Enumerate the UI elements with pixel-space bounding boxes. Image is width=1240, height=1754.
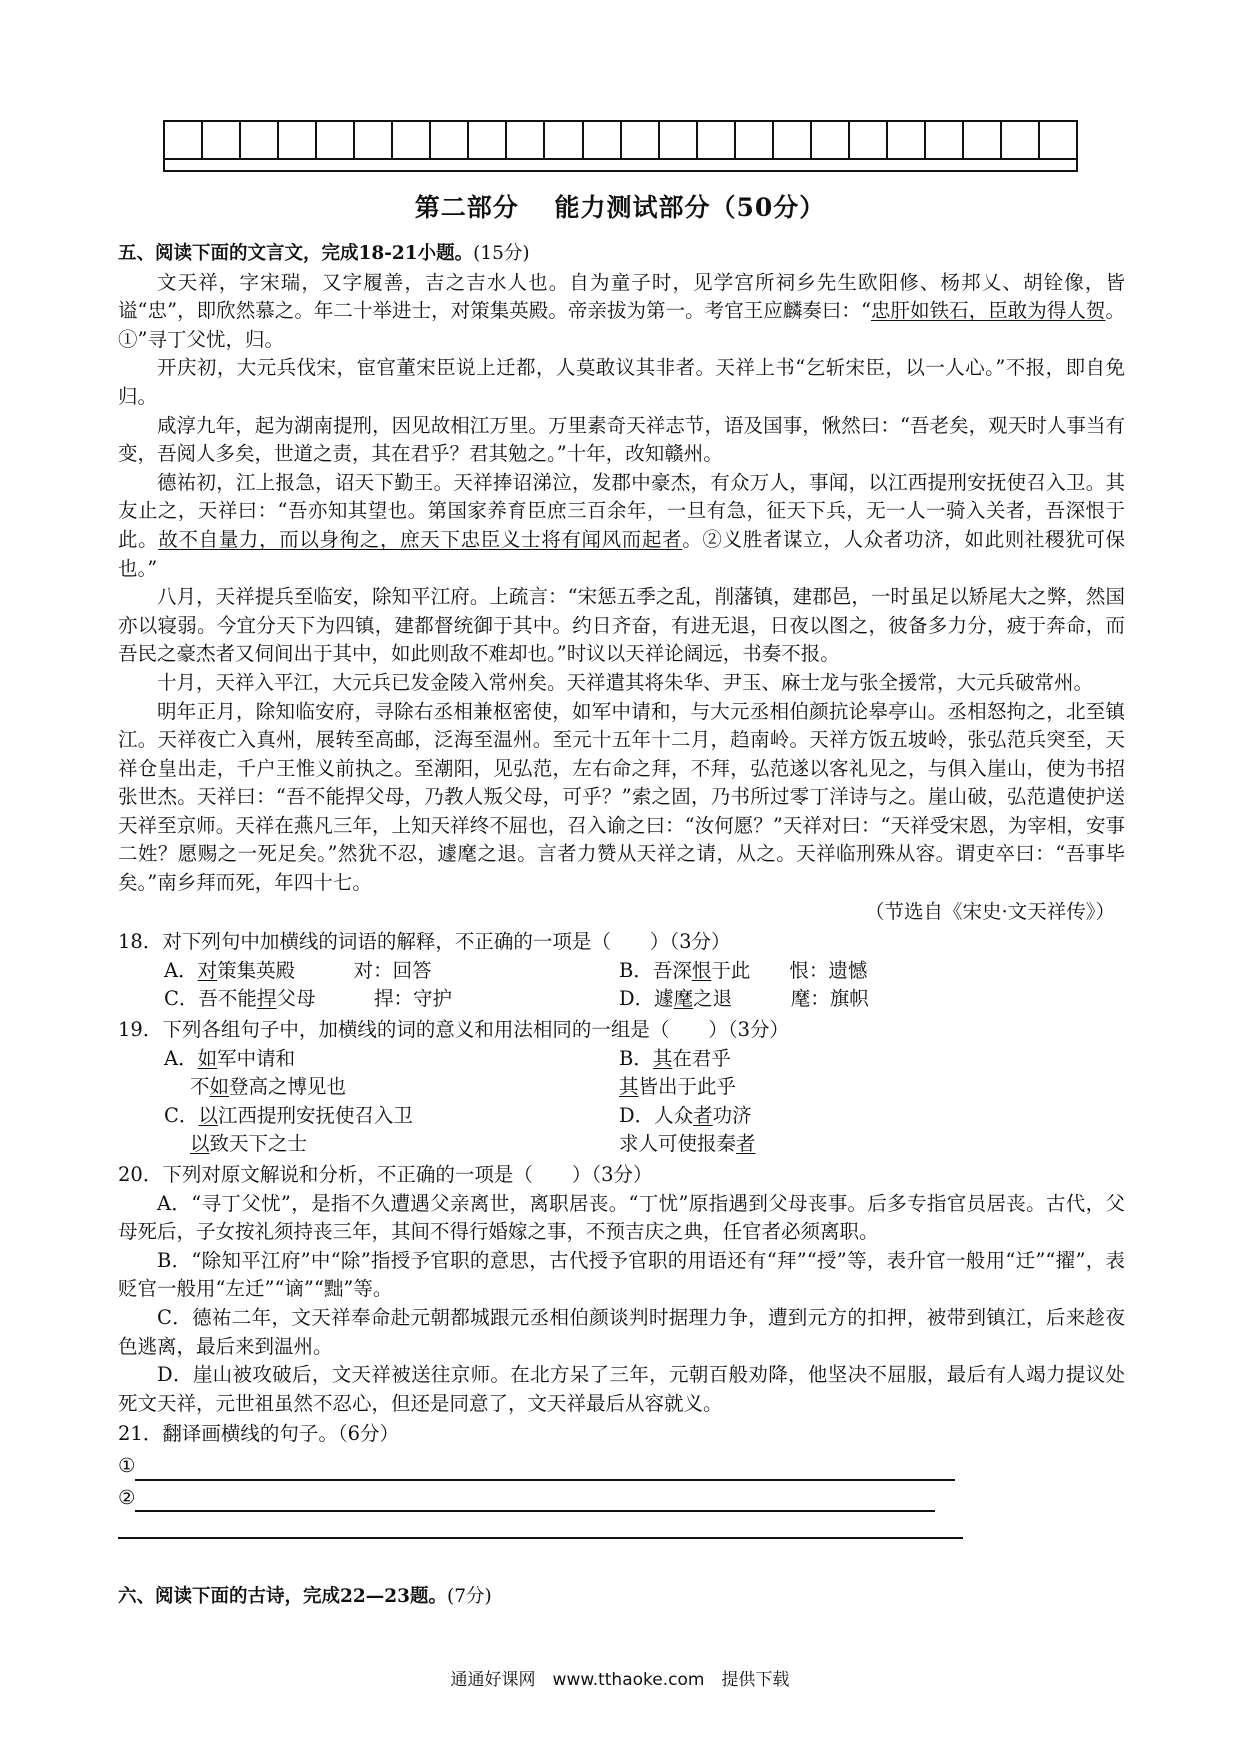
option-definition: 捍：守护 (373, 987, 452, 1011)
option-a[interactable] (164, 1045, 619, 1074)
option-text: 皆出于此乎 (638, 1075, 737, 1099)
question-18-options-row (118, 957, 1125, 986)
grid-cell[interactable] (584, 122, 622, 158)
answer-line-3[interactable] (118, 1515, 1125, 1539)
grid-cell[interactable] (660, 122, 698, 158)
grid-cell[interactable] (774, 122, 812, 158)
option-label: B．吾深 (619, 958, 692, 982)
passage-text: 文天祥，字宋瑞，又字履善，吉之吉水人也。自为童子时，见学宫所祠乡先生欧阳修、杨邦乂、胡铨像，皆谥“忠”，即欣然慕之。年二十举进士，对策集英殿。帝亲拔为第一。考官王应麟奏曰：“ (118, 270, 1125, 323)
option-text: 之退 (693, 987, 733, 1011)
grid-cell[interactable] (698, 122, 736, 158)
grid-cell[interactable] (317, 122, 355, 158)
answer-line-2[interactable] (118, 1484, 1125, 1513)
option-label: C．吾不能 (164, 987, 257, 1011)
underlined-word: 者 (693, 1103, 713, 1127)
grid-cell[interactable] (850, 122, 888, 158)
underlined-word: 其 (652, 1046, 673, 1070)
grid-cell[interactable] (393, 122, 431, 158)
underlined-word: 麾 (673, 987, 694, 1011)
answer-marker-2: ② (118, 1485, 136, 1509)
grid-cell[interactable] (1002, 122, 1040, 158)
grid-cell[interactable] (964, 122, 1002, 158)
option-b-line2 (619, 1073, 1074, 1102)
option-text: 求人可使报秦 (619, 1132, 737, 1156)
answer-line-1[interactable] (118, 1452, 1125, 1481)
passage-text: 德祐初，江上报急，诏天下勤王。天祥捧诏涕泣，发郡中豪杰，有众万人，事闻，以江西提刑安抚使召入卫。其友止之，天祥曰：“吾亦知其望也。第国家养育臣庶三百余年，一旦有急，征天下兵，无一人一骑入关者，吾深恨于此。 (118, 470, 1125, 551)
exam-content (118, 240, 1125, 1612)
answer-grid-cells (163, 120, 1078, 158)
passage-text: 。①”寻丁父忧，归。 (118, 299, 1125, 351)
question-19-options-row (118, 1073, 1125, 1102)
question-19-options-row (118, 1045, 1125, 1074)
underlined-word: 如 (209, 1075, 230, 1099)
option-b[interactable]: B．“除知平江府”中“除”指授予官职的意思，古代授予官职的用语还有“拜”“授”等，表升官一般用“迁”“擢”，表贬官一般用“左迁”“谪”“黜”等。 (118, 1248, 1125, 1301)
option-c[interactable]: C．德祐二年，文天祥奉命赴元朝都城跟元丞相伯颜谈判时据理力争，遭到元方的扣押，被带到镇江，后来趁夜色逃离，最后来到温州。 (118, 1305, 1125, 1358)
underlined-word: 其 (619, 1075, 639, 1099)
grid-cell[interactable] (888, 122, 926, 158)
underlined-word: 对 (197, 958, 218, 982)
option-label: D．遽 (619, 987, 674, 1011)
answer-rule[interactable] (118, 1515, 963, 1539)
grid-cell[interactable] (926, 122, 964, 158)
option-label: A． (164, 1046, 198, 1070)
passage-paragraph: 明年正月，除知临安府，寻除右丞相兼枢密使，如军中请和，与大元丞相伯颜抗论皋亭山。丞相怒拘之，北至镇江。天祥夜亡入真州，展转至高邮，泛海至温州。至元十五年十二月，趋南岭。天祥方饭五坡岭，张弘范兵突至，天祥仓皇出走，千户王惟义前执之。至潮阳，见弘范，左右命之拜，不拜，弘范遂以客礼见之，与俱入崖山，使为书招张世杰。天祥曰：“吾不能捍父母，乃教人叛父母，可乎？”索之固，乃书所过零丁洋诗与之。崖山破，弘范遣使护送天祥至京师。天祥在燕凡三年，上知天祥终不屈也，召入谕之曰：“汝何愿？”天祥对曰：“天祥受宋恩，为宰相，安事二姓？愿赐之一死足矣。”然犹不忍，遽麾之退。言者力赞从天祥之请，从之。天祥临刑殊从容。谓吏卒曰：“吾事毕矣。”南乡拜而死，年四十七。 (118, 699, 1125, 895)
option-d[interactable] (619, 985, 1074, 1014)
section6-heading-text: 六、阅读下面的古诗，完成22—23题。 (118, 1586, 447, 1608)
underlined-sentence-1: 忠肝如铁石，臣敢为得人贺 (870, 299, 1106, 323)
grid-cell[interactable] (431, 122, 469, 158)
passage-paragraph: 八月，天祥提兵至临安，除知平江府。上疏言：“宋惩五季之乱，削藩镇，建郡邑，一时虽足以矫尾大之弊，然国亦以寝弱。今宜分天下为四镇，建都督统御于其中。约日齐奋，有进无退，日夜以图之，彼备多力分，疲于奔命，而吾民之豪杰者又伺间出于其中，如此则敌不难却也。”时议以天祥论阔远，书奏不报。 (118, 585, 1125, 666)
grid-cell[interactable] (355, 122, 393, 158)
question-19-stem: 19．下列各组句子中，加横线的词的意义和用法相同的一组是（ ）（3分） (118, 1018, 789, 1042)
option-definition: 对：回答 (353, 958, 432, 982)
option-a[interactable]: A．“寻丁父忧”，是指不久遭遇父亲离世，离职居丧。“丁忧”原指遇到父母丧事。后多专指官员居丧。古代，父母死后，子女按礼须持丧三年，其间不得行婚嫁之事，不预吉庆之典，任官者必须离职。 (118, 1191, 1125, 1244)
grid-cell[interactable] (545, 122, 583, 158)
section5-heading (118, 240, 1125, 269)
underlined-word: 者 (736, 1132, 756, 1156)
option-definition: 恨：遗憾 (789, 958, 868, 982)
grid-cell[interactable] (469, 122, 507, 158)
option-c-line2 (190, 1130, 619, 1159)
grid-cell[interactable] (1040, 122, 1076, 158)
answer-marker-1: ① (118, 1453, 136, 1477)
option-definition: 麾：旗帜 (790, 987, 869, 1011)
underlined-word: 捍 (256, 987, 277, 1011)
answer-rule[interactable] (135, 1488, 935, 1512)
grid-cell[interactable] (241, 122, 279, 158)
option-text: 功济 (712, 1103, 752, 1127)
question-18-stem: 18．对下列句中加横线的词语的解释，不正确的一项是（ ）（3分） (118, 930, 731, 954)
question-18-options-row (118, 985, 1125, 1014)
option-label: C． (164, 1103, 199, 1127)
grid-cell[interactable] (812, 122, 850, 158)
option-text: 江西提刑安抚使召入卫 (217, 1103, 413, 1127)
passage-source: （节选自《宋史·文天祥传》） (865, 899, 1115, 923)
part-title: 第二部分 能力测试部分（50分） (414, 193, 826, 222)
section6-points: (7分) (447, 1586, 492, 1608)
passage-text: 。②义胜者谋立，人众者功济，如此则社稷犹可保也。” (118, 527, 1125, 580)
underlined-sentence-2: 故不自量力，而以身徇之，庶天下忠臣义士将有闻风而起者 (158, 527, 683, 551)
question-20-stem: 20．下列对原文解说和分析，不正确的一项是（ ）（3分） (118, 1163, 653, 1186)
option-d[interactable]: D．崖山被攻破后，文天祥被送往京师。在北方呆了三年，元朝百般劝降，他坚决不屈服，最后有人竭力提议处死文天祥，元世祖虽然不忍心，但还是同意了，文天祥最后从容就义。 (118, 1363, 1125, 1415)
grid-cell[interactable] (165, 122, 203, 158)
option-d-line2 (619, 1130, 1074, 1159)
option-text: 不 (190, 1075, 210, 1099)
underlined-word: 以 (198, 1103, 218, 1127)
option-text: 在君乎 (672, 1046, 731, 1070)
answer-grid (163, 120, 1078, 172)
option-b[interactable] (619, 1045, 1074, 1074)
answer-rule[interactable] (135, 1457, 955, 1481)
option-d[interactable] (619, 1102, 1074, 1131)
option-label: B． (619, 1046, 653, 1070)
page-footer: 通通好课网 www.tthaoke.com 提供下载 (450, 1670, 790, 1690)
question-21-stem: 21．翻译画横线的句子。（6分） (118, 1422, 399, 1446)
passage-paragraph: 十月，天祥入平江，大元兵已发金陵入常州矣。天祥遣其将朱华、尹玉、麻士龙与张全援常，大元兵破常州。 (157, 670, 1094, 694)
passage-paragraph (118, 269, 1125, 355)
grid-cell[interactable] (622, 122, 660, 158)
option-b[interactable] (619, 957, 1074, 986)
option-label: D．人众 (619, 1103, 694, 1127)
grid-cell[interactable] (203, 122, 241, 158)
grid-cell[interactable] (736, 122, 774, 158)
option-text: 父母 (276, 987, 316, 1011)
answer-grid-strip (163, 158, 1078, 172)
option-text: 策集英殿 (217, 958, 296, 982)
grid-cell[interactable] (507, 122, 545, 158)
option-label: A． (164, 958, 198, 982)
option-text: 致天下之士 (209, 1132, 308, 1156)
option-text: 登高之博见也 (229, 1075, 347, 1099)
section6-heading (118, 1583, 1125, 1612)
section5-heading-text: 五、阅读下面的文言文，完成18-21小题。 (118, 243, 474, 264)
question-19-options-row (118, 1102, 1125, 1131)
underlined-word: 如 (197, 1046, 218, 1070)
section5-points: (15分) (473, 243, 530, 264)
option-c[interactable] (164, 1102, 619, 1131)
option-a[interactable] (164, 957, 619, 986)
underlined-word: 以 (190, 1132, 210, 1156)
passage-paragraph (118, 469, 1125, 583)
passage-paragraph: 咸淳九年，起为湖南提刑，因见故相江万里。万里素奇天祥志节，语及国事，愀然曰：“吾老矣，观天时人事当有变，吾阅人多矣，世道之责，其在君乎？君其勉之。”十年，改知赣州。 (118, 413, 1125, 466)
passage-paragraph: 开庆初，大元兵伐宋，宦官董宋臣说上迁都，人莫敢议其非者。天祥上书“乞斩宋臣，以一人心。”不报，即自免归。 (118, 356, 1125, 408)
option-text: 军中请和 (217, 1046, 296, 1070)
underlined-word: 恨 (691, 958, 712, 982)
grid-cell[interactable] (279, 122, 317, 158)
question-19-options-row (118, 1130, 1125, 1159)
option-c[interactable] (164, 985, 619, 1014)
option-a-line2 (190, 1073, 619, 1102)
option-text: 于此 (711, 958, 751, 982)
